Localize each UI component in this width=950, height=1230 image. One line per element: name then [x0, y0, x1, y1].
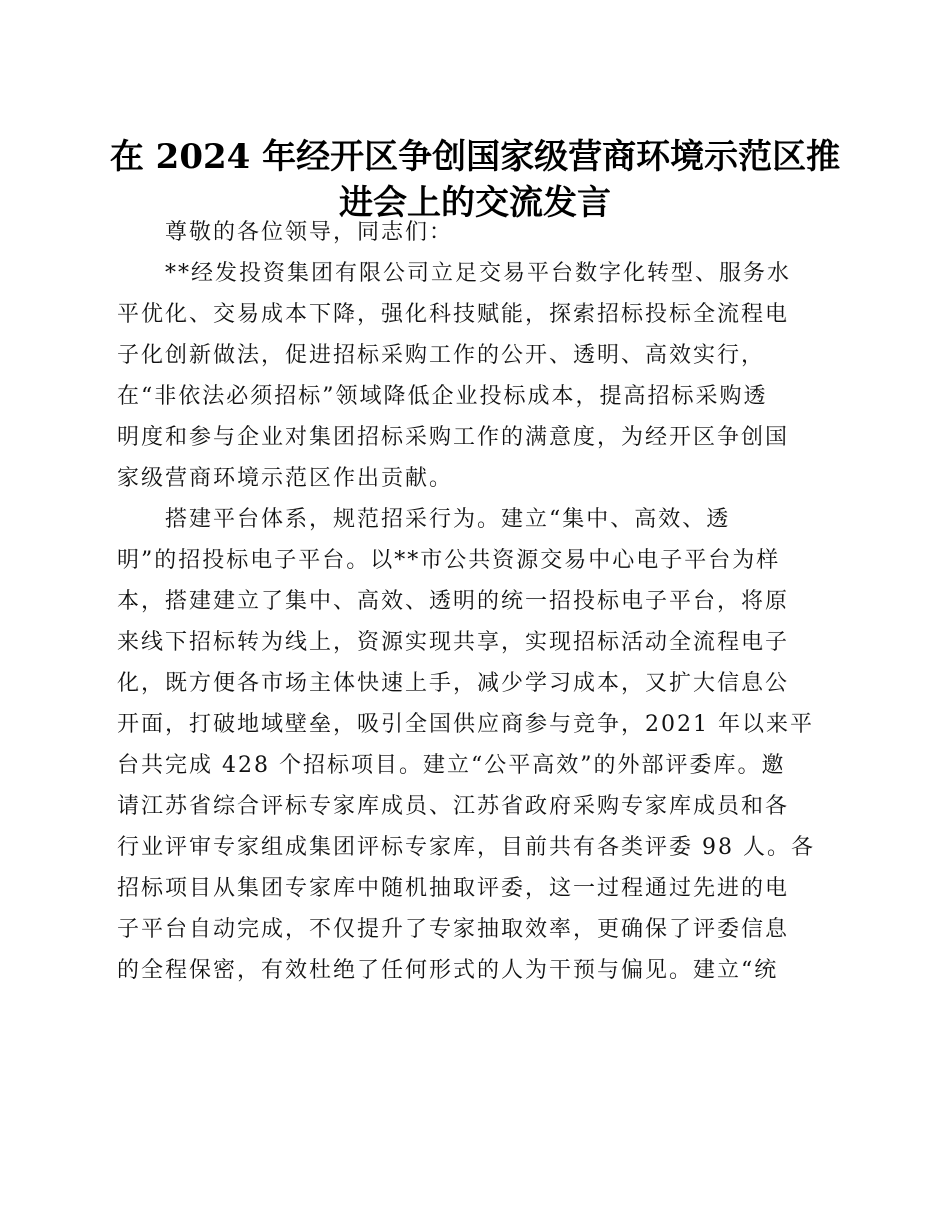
paragraph-line: 家级营商环境示范区作出贡献。 — [117, 466, 454, 491]
paragraph-line: 招标项目从集团专家库中随机抽取评委，这一过程通过先进的电 — [117, 876, 790, 901]
title-line-2: 进会上的交流发言 — [339, 183, 611, 223]
salutation-line: 尊敬的各位领导，同志们： — [165, 220, 454, 245]
paragraph-line: 明度和参与企业对集团招标采购工作的满意度，为经开区争创国 — [117, 425, 790, 450]
title-line-1: 在 2024 年经开区争创国家级营商环境示范区推 — [109, 137, 841, 177]
paragraph-line: 本，搭建建立了集中、高效、透明的统一招投标电子平台，将原 — [117, 589, 790, 614]
paragraph-line: 的全程保密，有效杜绝了任何形式的人为干预与偏见。建立“统 — [117, 958, 779, 983]
paragraph-line: 化，既方便各市场主体快速上手，减少学习成本，又扩大信息公 — [117, 671, 790, 696]
paragraph-line: 子化创新做法，促进招标采购工作的公开、透明、高效实行， — [117, 343, 766, 368]
paragraph-line: **经发投资集团有限公司立足交易平台数字化转型、服务水 — [165, 261, 792, 286]
paragraph-line: 台共完成 428 个招标项目。建立“公平高效”的外部评委库。邀 — [117, 753, 786, 778]
document-body — [117, 212, 837, 991]
paragraph-line: 行业评审专家组成集团评标专家库，目前共有各类评委 98 人。各 — [117, 835, 815, 860]
paragraph-line: 来线下招标转为线上，资源实现共享，实现招标活动全流程电子 — [117, 630, 790, 655]
paragraph-line: 开面，打破地域壁垒，吸引全国供应商参与竞争，2021 年以来平 — [117, 712, 814, 737]
paragraph-line: 平优化、交易成本下降，强化科技赋能，探索招标投标全流程电 — [117, 302, 790, 327]
paragraph-line: 在“非依法必须招标”领域降低企业投标成本，提高招标采购透 — [117, 384, 768, 409]
paragraph-line: 子平台自动完成，不仅提升了专家抽取效率，更确保了评委信息 — [117, 917, 790, 942]
paragraph-line: 请江苏省综合评标专家库成员、江苏省政府采购专家库成员和各 — [117, 794, 790, 819]
paragraph-line: 明”的招投标电子平台。以**市公共资源交易中心电子平台为样 — [117, 548, 781, 573]
paragraph-line: 搭建平台体系，规范招采行为。建立“集中、高效、透 — [165, 507, 731, 532]
